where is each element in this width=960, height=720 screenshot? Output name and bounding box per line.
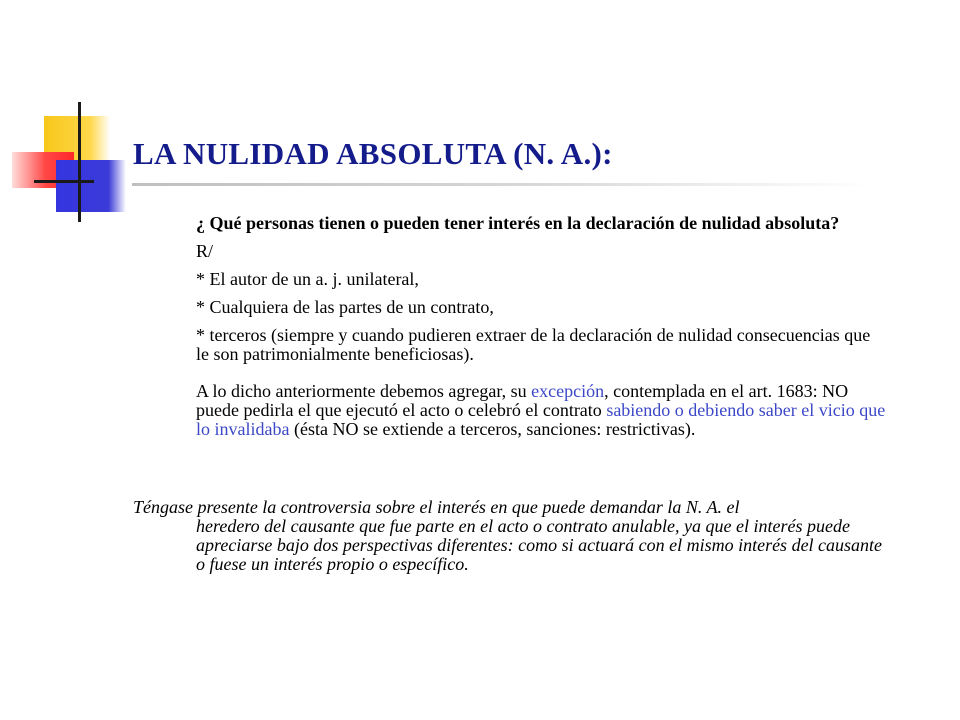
blue-square (56, 160, 126, 212)
slide-title: LA NULIDAD ABSOLUTA (N. A.): (133, 136, 613, 171)
answer-label: R/ (196, 241, 214, 261)
list-item-terceros: * terceros (siempre y cuando pudieren extraer de la declaración de nulidad consecuencias que le son patrimonialmente beneficiosas). (196, 325, 871, 364)
note-rest: heredero del causante que fue parte en el acto o contrato anulable, ya que el interés puede apreciarse bajo dos perspectivas diferentes: como si actuará con el mismo interés del causante o fuese un interés propio o específico. (196, 516, 883, 574)
highlight-sabiendo: sabiendo o debiendo saber el vicio que lo invalidaba (196, 400, 886, 439)
paragraph-part1: A lo dicho anteriormente debemos agregar, su (196, 381, 532, 401)
horizontal-line (34, 180, 94, 183)
list-item-autor: * El autor de un a. j. unilateral, (196, 269, 419, 289)
slide-body (196, 214, 886, 439)
vertical-line (78, 102, 81, 222)
title-underline (132, 183, 872, 186)
note-first-line: Téngase presente la controversia sobre el interés en que puede demandar la N. A. el (133, 497, 740, 517)
highlight-excepcion: excepción (531, 381, 605, 401)
note-paragraph (133, 498, 893, 574)
paragraph-part3: (ésta NO se extiende a terceros, sanciones: restrictivas). (289, 419, 696, 439)
question-text: ¿ Qué personas tienen o pueden tener interés en la declaración de nulidad absoluta? (196, 213, 840, 233)
paragraph-part2: , contemplada en el art. 1683: NO puede pedirla el que ejecutó el acto o celebró el contrato (196, 381, 849, 420)
decorative-squares-logo (0, 0, 140, 230)
exception-paragraph (196, 382, 886, 439)
list-item-partes: * Cualquiera de las partes de un contrato, (196, 297, 494, 317)
